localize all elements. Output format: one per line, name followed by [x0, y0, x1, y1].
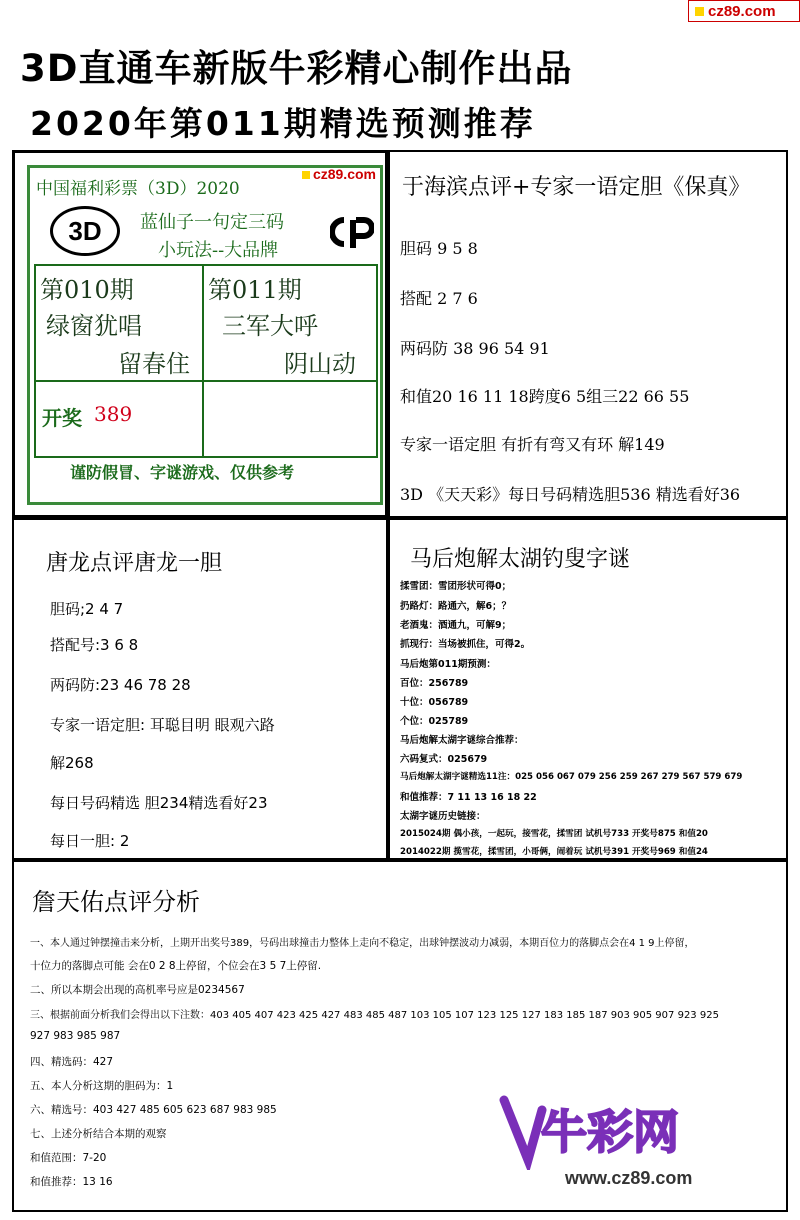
ad-card: [27, 165, 383, 505]
yu-line-4: 和值20 16 11 18跨度6 5组三22 66 55: [400, 387, 690, 406]
card-slogan-2: 小玩法--大品牌: [158, 240, 279, 261]
ma-line-7: 十位：056789: [400, 697, 469, 708]
ma-line-15: 2014022期 揽雪花，揉雪团，小哥俩，闹着玩 试机号391 开奖号969 和值24: [400, 847, 708, 857]
tang-line-3: 两码防:23 46 78 28: [50, 676, 191, 694]
empty-cell: [204, 382, 376, 456]
yu-line-2: 搭配 2 7 6: [400, 289, 478, 308]
ma-line-8: 个位：025789: [400, 716, 469, 727]
cur-issue-label: 第011期: [208, 276, 302, 304]
cur-riddle-line-2: 阴山动: [284, 350, 356, 378]
card-head: 中国福利彩票（3D）2020: [36, 179, 240, 199]
prev-issue-cell: [36, 266, 204, 382]
tang-line-6: 每日号码精选 胆234精选看好23: [50, 794, 268, 812]
tang-line-1: 胆码;2 4 7: [50, 600, 124, 618]
ma-line-14: 2015024期 偶小孩，一起玩，接雪花，揉雪团 试机号733 开奖号875 和值20: [400, 829, 708, 839]
tang-line-2: 搭配号:3 6 8: [50, 636, 139, 654]
ad-panel: [12, 150, 388, 518]
ma-line-4: 抓现行：当场被抓住，可得2。: [400, 639, 531, 650]
site-badge-text: cz89.com: [708, 2, 776, 20]
ma-line-9: 马后炮解太湖字谜综合推荐：: [400, 735, 524, 746]
panel-title: 马后炮解太湖钓叟字谜: [410, 547, 631, 572]
card-disclaimer: 谨防假冒、字谜游戏、仅供参考: [70, 463, 295, 482]
draw-result-cell: [36, 382, 204, 456]
tang-line-7: 每日一胆: 2: [50, 832, 130, 850]
prev-issue-label: 第010期: [40, 276, 134, 304]
watermark-url[interactable]: www.cz89.com: [565, 1168, 693, 1188]
draw-label: 开奖: [42, 406, 82, 430]
card-slogan-1: 蓝仙子一句定三码: [140, 212, 284, 233]
yu-haibin-panel: [388, 150, 788, 518]
zhan-line-10: 和值范围：7-20: [30, 1152, 107, 1164]
site-badge[interactable]: [688, 0, 800, 22]
page-subtitle: 2020年第011期精选预测推荐: [30, 104, 536, 143]
cp-logo-icon: [330, 214, 374, 250]
page-title: 3D直通车新版牛彩精心制作出品: [20, 47, 573, 90]
niucai-logo-icon: [498, 1090, 720, 1170]
tang-line-4: 专家一语定胆: 耳聪目明 眼观六路: [50, 716, 275, 734]
card-site-text: cz89.com: [312, 166, 376, 182]
cur-issue-cell: [204, 266, 376, 382]
badge-square-icon: [695, 7, 704, 16]
ma-line-2: 扔路灯：路通六，解6；？: [400, 601, 512, 612]
ma-line-12: 和值推荐：7 11 13 16 18 22: [400, 792, 537, 803]
zhan-line-6: 四、精选码：427: [30, 1056, 114, 1068]
logo-text: 牛彩网: [541, 1105, 679, 1159]
ma-line-10: 六码复式：025679: [400, 754, 488, 765]
zhan-line-11: 和值推荐：13 16: [30, 1176, 113, 1188]
zhan-line-9: 七、上述分析结合本期的观察: [30, 1128, 167, 1140]
riddle-grid: [34, 264, 378, 458]
panel-title: 于海滨点评+专家一语定胆《保真》: [402, 175, 751, 200]
card-site-square-icon: [302, 171, 310, 179]
card-site[interactable]: [302, 166, 376, 182]
ma-line-3: 老酒鬼：酒通九，可解9；: [400, 620, 512, 631]
tang-line-5: 解268: [50, 754, 94, 772]
cur-riddle-line-1: 三军大呼: [222, 312, 318, 340]
prev-riddle-line-1: 绿窗犹唱: [46, 312, 142, 340]
zhan-line-2: 十位力的落脚点可能 会在0 2 8上停留，个位会在3 5 7上停留.: [30, 960, 322, 972]
yu-line-1: 胆码 9 5 8: [400, 239, 478, 258]
panel-title: 唐龙点评唐龙一胆: [46, 551, 223, 576]
yu-line-3: 两码防 38 96 54 91: [400, 339, 550, 358]
zhan-line-5: 927 983 985 987: [30, 1030, 121, 1042]
ma-line-1: 揉雪团：雪团形状可得0；: [400, 581, 512, 592]
zhan-line-4: 三、根据前面分析我们会得出以下注数：403 405 407 423 425 427 483 485 487 103 105 107 123 125 127 183 185 187 903 905 907 923 925: [30, 1010, 719, 1021]
ma-line-6: 百位：256789: [400, 678, 469, 689]
tang-long-panel: [12, 518, 388, 860]
draw-value: 389: [94, 402, 133, 426]
ma-line-5: 马后炮第011期预测：: [400, 659, 496, 670]
yu-line-6: 3D 《天天彩》每日号码精选胆536 精选看好36: [400, 485, 741, 504]
prev-riddle-line-2: 留春住: [118, 350, 190, 378]
zhan-line-8: 六、精选号：403 427 485 605 623 687 983 985: [30, 1104, 277, 1116]
yu-line-5: 专家一语定胆 有折有弯又有环 解149: [400, 435, 665, 454]
zhan-line-3: 二、所以本期会出现的高机率号应是0234567: [30, 984, 245, 996]
ma-line-13: 太湖字谜历史链接：: [400, 811, 486, 822]
ma-houpao-panel: [388, 518, 788, 860]
zhan-line-7: 五、本人分析这期的胆码为：1: [30, 1080, 174, 1092]
zhan-line-1: 一、本人通过钟摆撞击来分析，上期开出奖号389，号码出球撞击力整体上走向不稳定，出球钟摆波动力减弱，本期百位力的落脚点会在4 1 9上停留，: [30, 938, 695, 949]
ma-line-11: 马后炮解太湖字谜精选11注：025 056 067 079 256 259 267 279 567 579 679: [400, 772, 743, 782]
lottery-3d-logo: 3D: [50, 206, 120, 256]
panel-title: 詹天佑点评分析: [32, 888, 200, 916]
